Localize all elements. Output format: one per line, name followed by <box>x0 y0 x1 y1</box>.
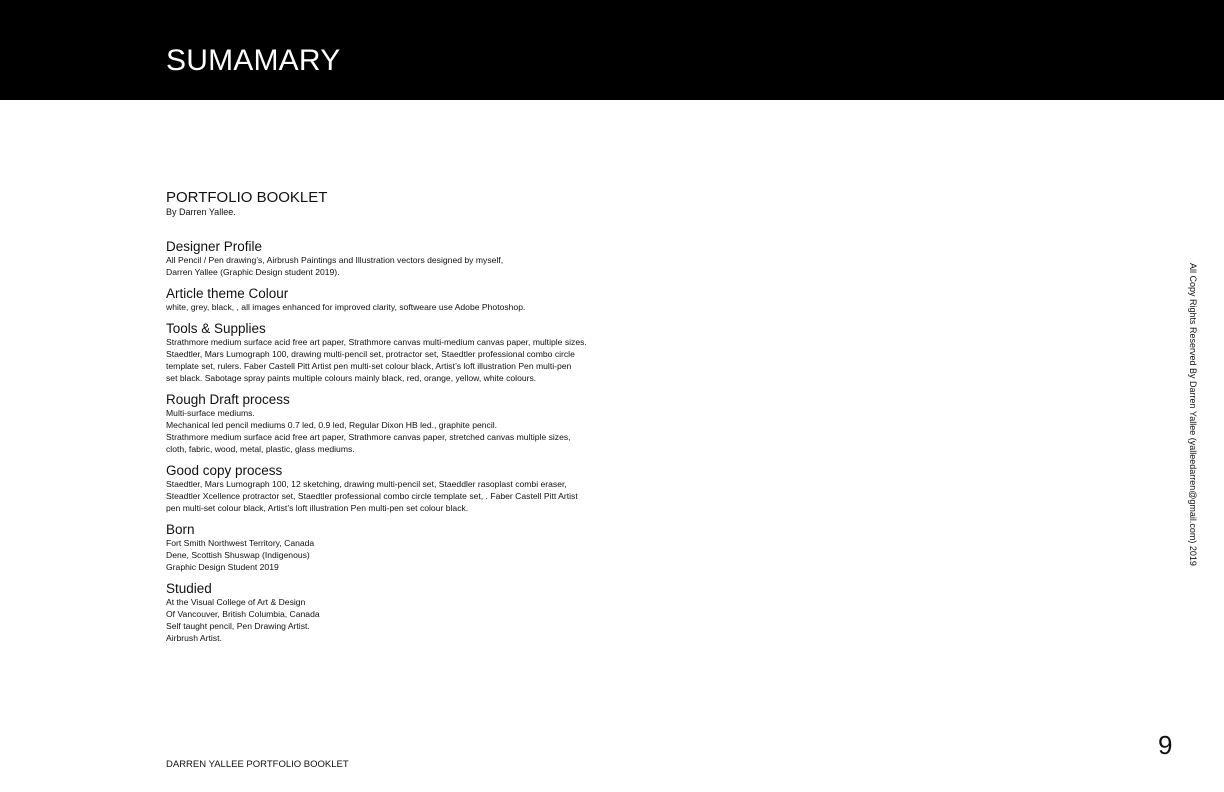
document-byline: By Darren Yallee. <box>166 207 236 217</box>
section-text-line: Strathmore medium surface acid free art paper, Strathmore canvas paper, stretched canvas multiple sizes, <box>166 432 571 442</box>
header-bar <box>0 0 1224 100</box>
section-text-line: white, grey, black, , all images enhanced for improved clarity, softweare use Adobe Photoshop. <box>166 302 526 312</box>
section-text-line: Staedtler, Mars Lumograph 100, 12 sketching, drawing multi-pencil set, Staeddler rasoplast combi eraser, <box>166 479 567 489</box>
section-heading: Studied <box>166 581 212 596</box>
footer-booklet-title: DARREN YALLEE PORTFOLIO BOOKLET <box>166 759 349 770</box>
document-title-block <box>166 189 686 218</box>
sections-list <box>166 239 686 644</box>
section <box>166 581 686 644</box>
section-text-line: cloth, fabric, wood, metal, plastic, glass mediums. <box>166 444 355 454</box>
section-heading: Tools & Supplies <box>166 321 266 336</box>
section-heading: Article theme Colour <box>166 286 289 301</box>
section <box>166 463 686 514</box>
section-heading: Born <box>166 522 195 537</box>
summary-content <box>166 189 686 644</box>
section-heading: Good copy process <box>166 463 283 478</box>
section-text-line: Strathmore medium surface acid free art paper, Strathmore canvas multi-medium canvas paper, multiple sizes. <box>166 337 587 347</box>
section <box>166 392 686 455</box>
section <box>166 239 686 278</box>
section-text-line: Staedtler, Mars Lumograph 100, drawing multi-pencil set, protractor set, Staedtler professional combo circle <box>166 349 575 359</box>
section-text-line: Dene, Scottish Shuswap (Indigenous) <box>166 550 310 560</box>
section-text-line: pen multi-set colour black, Artist’s loft illustration Pen multi-pen set colour black. <box>166 503 469 513</box>
document-title: PORTFOLIO BOOKLET <box>166 189 328 206</box>
section <box>166 321 686 384</box>
section-text-line: Graphic Design Student 2019 <box>166 562 279 572</box>
copyright-sidebar <box>1186 263 1200 603</box>
section <box>166 522 686 573</box>
section-text-line: Self taught pencil, Pen Drawing Artist. <box>166 621 310 631</box>
section-text-line: Multi-surface mediums. <box>166 408 255 418</box>
section <box>166 286 686 313</box>
section-text-line: Of Vancouver, British Columbia, Canada <box>166 609 320 619</box>
section-text-line: Airbrush Artist. <box>166 633 222 643</box>
section-text-line: set black. Sabotage spray paints multiple colours mainly black, red, orange, yellow, white colours. <box>166 373 537 383</box>
section-text-line: Steadtler Xcellence protractor set, Staedtler professional combo circle template set, . Faber Castell Pitt Artist <box>166 491 578 501</box>
copyright-note: All Copy Rights Reserved By Darren Yallee (yalleedarren@gmail.com) 2019 <box>1188 263 1198 566</box>
section-text-line: At the Visual College of Art & Design <box>166 597 306 607</box>
section-heading: Designer Profile <box>166 239 263 254</box>
section-text-line: Mechanical led pencil mediums 0.7 led, 0.9 led, Regular Dixon HB led., graphite pencil. <box>166 420 498 430</box>
section-text-line: template set, rulers. Faber Castell Pitt Artist pen multi-set colour black, Artist’s loft illustration Pen multi-pen <box>166 361 572 371</box>
section-text-line: Fort Smith Northwest Territory, Canada <box>166 538 315 548</box>
section-text-line: Darren Yallee (Graphic Design student 2019). <box>166 267 340 277</box>
section-heading: Rough Draft process <box>166 392 290 407</box>
page-title: SUMAMARY <box>166 44 341 77</box>
section-text-line: All Pencil / Pen drawing’s, Airbrush Paintings and Illustration vectors designed by myself, <box>166 255 504 265</box>
page-number: 9 <box>1158 730 1173 760</box>
